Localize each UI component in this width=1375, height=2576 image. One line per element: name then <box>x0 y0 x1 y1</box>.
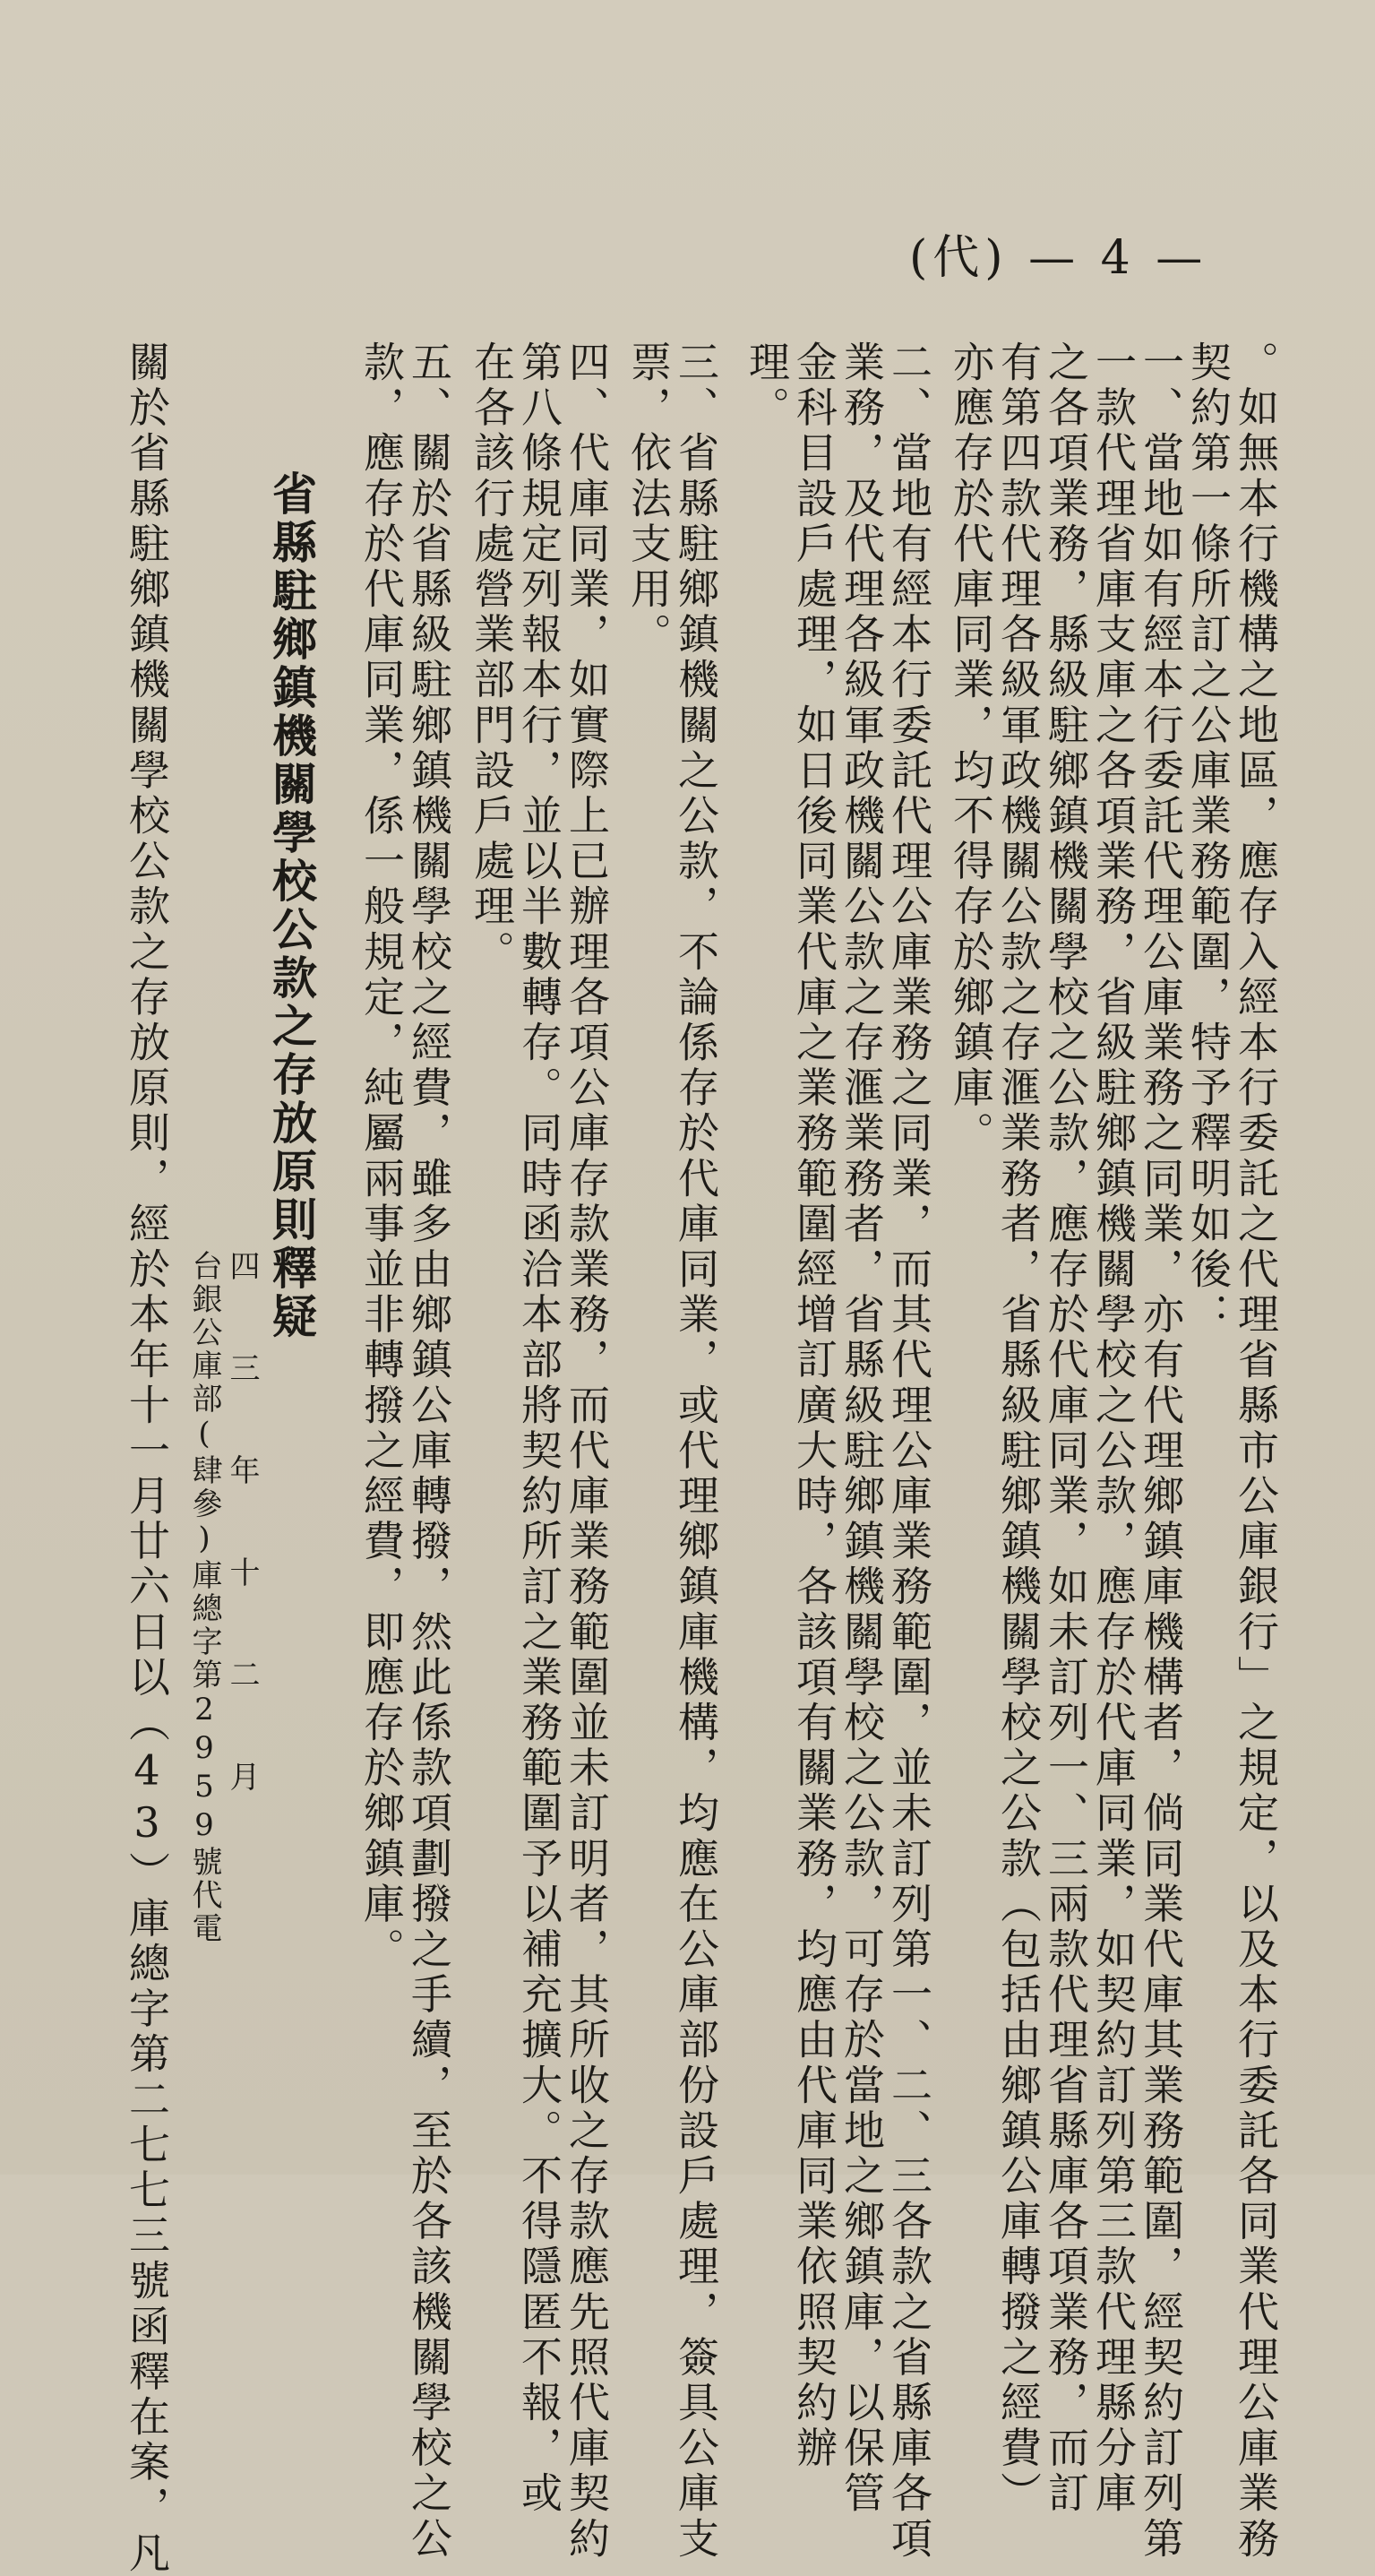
text-column: 業務，及代理各級軍政機關公款之存滙業務者，省縣級駐鄉鎮機關學校之公款，可存於當地之鄉鎮庫，以保管 <box>838 340 886 2517</box>
text-column: 四、代庫同業，如實際上已辦理各項公庫存款業務，而代庫業務範圍並未訂明者，其所收之存款應先照代庫契約 <box>563 340 611 2563</box>
text-column: 二、當地有經本行委託代理公庫業務之同業，而其代理公庫業務範圍，並未訂列第一、二、三各款之省縣庫各項 <box>885 340 933 2563</box>
text-column: 票，依法支用。 <box>624 340 673 659</box>
text-column: 在各該行處營業部門設戶處理。 <box>468 340 516 976</box>
text-column: 契約第一條所訂之公庫業務範圍，特予釋明如後： <box>1184 340 1233 1339</box>
text-column: 之各項業務，縣級駐鄉鎮機關學校之公款，應存於代庫同業，如未訂列一、三兩款代理省縣庫各項業務，而訂 <box>1042 340 1090 2517</box>
text-column: 三、省縣駐鄉鎮機關之公款，不論係存於代庫同業，或代理鄉鎮庫機構，均應在公庫部份設戶處理，簽具公庫支 <box>672 340 720 2563</box>
text-column: 五、關於省縣級駐鄉鎮機關學校之經費，雖多由鄉鎮公庫轉撥，然此係款項劃撥之手續，至於各該機關學校之公 <box>405 340 453 2563</box>
page-header: (代) — 4 — <box>909 231 1208 285</box>
date-line: 四 三 年 十 二 月 <box>224 1250 260 1809</box>
text-column: 款，應存於代庫同業，係一般規定，純屬兩事並非轉撥之經費，即應存於鄉鎮庫。 <box>357 340 406 1973</box>
source-line: 台銀公庫部(肆參)庫總字第2959號代電 <box>186 1250 222 1945</box>
section-title: 省縣駐鄉鎮機關學校公款之存放原則釋疑 <box>265 470 317 1341</box>
text-column: 。如無本行機構之地區，應存入經本行委託之代理省縣市公庫銀行」之規定，以及本行委託各同業代理公庫業務 <box>1232 340 1280 2563</box>
text-column: 一款代理省庫支庫之各項業務，省級駐鄉鎮機關學校之公款，應存於代庫同業，如契約訂列第三款代理縣分庫 <box>1089 340 1138 2517</box>
text-column: 金科目設戶處理，如日後同業代庫之業務範圍經增訂廣大時，各該項有關業務，均應由代庫同業依照契約辦 <box>790 340 838 2472</box>
text-column: 亦應存於代庫同業，均不得存於鄉鎮庫。 <box>947 340 995 1157</box>
text-column: 有第四款代理各級軍政機關公款之存滙業務者，省縣級駐鄉鎮機關學校之公款（包括由鄉鎮公庫轉撥之經費） <box>994 340 1043 2517</box>
text-column: 一、當地如有經本行委託代理公庫業務之同業，亦有代理鄉鎮庫機構者，倘同業代庫其業務範圍，經契約訂列第 <box>1137 340 1185 2563</box>
text-column: 理。 <box>743 340 791 432</box>
text-column: 第八條規定列報本行，並以半數轉存。同時函洽本部將契約所訂之業務範圍予以補充擴大。不得隱匿不報，或 <box>515 340 563 2517</box>
text-column: 關於省縣駐鄉鎮機關學校公款之存放原則，經於本年十一月廿六日以（43）庫總字第二七七三號函釋在案，凡 <box>123 340 171 2576</box>
